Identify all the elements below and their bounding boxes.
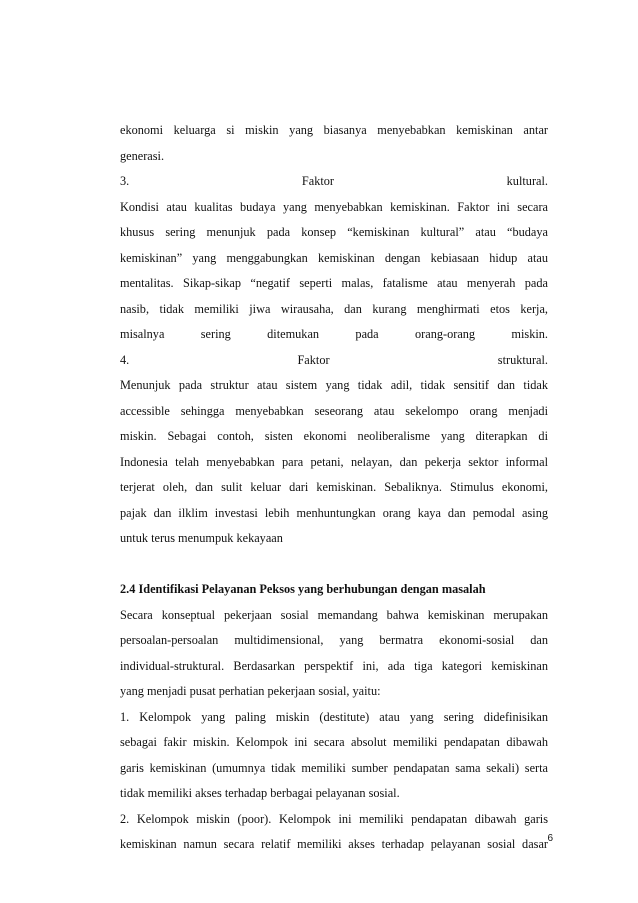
- page-number: 6: [547, 833, 553, 844]
- text-line: ekonomi keluarga si miskin yang biasanya menyebabkan kemiskinan antar: [120, 123, 548, 137]
- text-line: Menunjuk pada struktur atau sistem yang tidak adil, tidak sensitif dan tidak: [120, 378, 548, 392]
- text-line: persoalan-persoalan multidimensional, yang bermatra ekonomi-sosial dan: [120, 633, 548, 647]
- text-line: Secara konseptual pekerjaan sosial memandang bahwa kemiskinan merupakan: [120, 607, 548, 622]
- section-spacer: [120, 552, 548, 578]
- text-line: kemiskinan” yang menggabungkan kemiskinan dengan kebiasaan hidup atau: [120, 250, 548, 265]
- text-line: khusus sering menunjuk pada konsep “kemiskinan kultural” atau “budaya: [120, 225, 548, 239]
- list-heading-cultural: 3. Faktor kultural.: [120, 174, 548, 188]
- text-line: misalnya sering ditemukan pada orang-orang miskin.: [120, 327, 548, 341]
- text-line: Kondisi atau kualitas budaya yang menyebabkan kemiskinan. Faktor ini secara: [120, 199, 548, 214]
- text-line: untuk terus menumpuk kekayaan: [120, 531, 283, 545]
- text-line: tidak memiliki akses terhadap berbagai pelayanan sosial.: [120, 786, 400, 800]
- text-line: individual-struktural. Berdasarkan perspektif ini, ada tiga kategori kemiskinan: [120, 658, 548, 673]
- text-line: kemiskinan namun secara relatif memiliki akses terhadap pelayanan sosial dasar: [120, 837, 548, 851]
- text-line: pajak dan ilklim investasi lebih menhuntungkan orang kaya dan pemodal asing: [120, 505, 548, 520]
- paragraph-factors: [120, 118, 548, 552]
- text-line: miskin. Sebagai contoh, sisten ekonomi neoliberalisme yang diterapkan di: [120, 429, 548, 443]
- page-body: [120, 118, 548, 858]
- list-item-1: 1. Kelompok yang paling miskin (destitute) atau yang sering didefinisikan: [120, 709, 548, 724]
- text-line: sebagai fakir miskin. Kelompok ini secara absolut memiliki pendapatan dibawah: [120, 735, 548, 749]
- text-line: garis kemiskinan (umumnya tidak memiliki sumber pendapatan sama sekali) serta: [120, 760, 548, 775]
- text-line: nasib, tidak memiliki jiwa wirausaha, dan kurang menghirmati etos kerja,: [120, 301, 548, 316]
- text-line: generasi.: [120, 148, 165, 163]
- section-2-4: [120, 577, 548, 858]
- list-item-2: 2. Kelompok miskin (poor). Kelompok ini memiliki pendapatan dibawah garis: [120, 811, 548, 826]
- text-line: yang menjadi pusat perhatian pekerjaan sosial, yaitu:: [120, 684, 381, 698]
- section-heading: 2.4 Identifikasi Pelayanan Peksos yang berhubungan dengan masalah: [120, 582, 486, 596]
- text-line: terjerat oleh, dan sulit keluar dari kemiskinan. Sebaliknya. Stimulus ekonomi,: [120, 480, 548, 494]
- text-line: accessible sehingga menyebabkan seseorang atau sekelompo orang menjadi: [120, 403, 548, 418]
- text-line: mentalitas. Sikap-sikap “negatif seperti malas, fatalisme atau menyerah pada: [120, 276, 548, 290]
- text-line: Indonesia telah menyebabkan para petani, nelayan, dan pekerja sektor informal: [120, 454, 548, 469]
- list-heading-structural: 4. Faktor struktural.: [120, 352, 548, 367]
